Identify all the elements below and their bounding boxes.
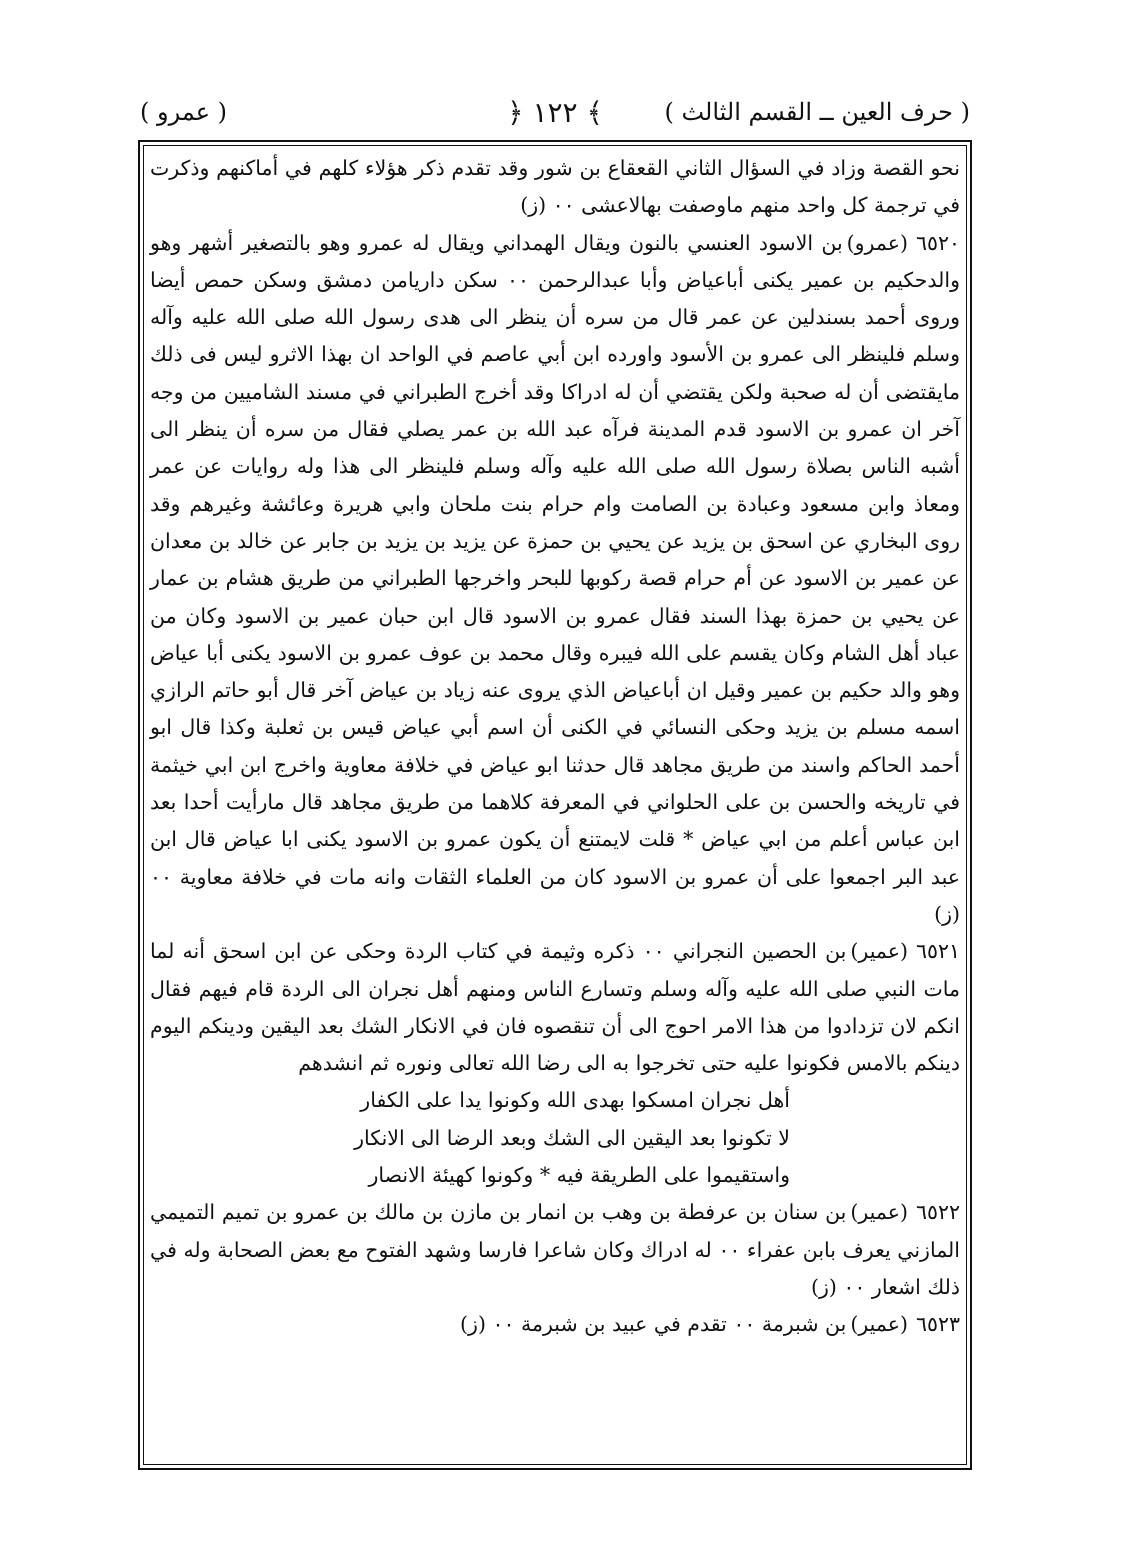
page-body [150, 150, 960, 1344]
poem-verse: واستقيموا على الطريقة فيه * وكونوا كهيئة الانصار [368, 1163, 790, 1188]
entry-name: (عمير) [850, 1312, 908, 1337]
entry-text: بن الاسود العنسي بالنون ويقال الهمداني ويقال له عمرو وهو بالتصغير أشهر وهو والدحكيم بن عمير يكنى أباعياض وأبا عبدالرحمن ٠٠ سكن داريامن دمشق وسكن حمص أيضا وروى أحمد بسندلين عن عمر قال من سره أن ينظر الى هدى رسول الله صلى الله عليه وآله وسلم فلينظر الى عمرو بن الأسود واورده ابن أبي عاصم في الواحد ان بهذا الاثرو ليس فى ذلك مايقتضى أن له صحبة ولكن يقتضي أن له ادراكا وقد أخرج الطبراني في مسند الشاميين من وجه آخر ان عمرو بن الاسود قدم المدينة فرآه عبد الله بن عمر يصلي فقال من سره أن ينظر الى أشبه الناس بصلاة رسول الله صلى الله عليه وآله وسلم فلينظر الى هذا وله روايات عن عمر ومعاذ وابن مسعود وعبادة بن الصامت وام حرام بنت ملحان وابي هريرة وعائشة وغيرهم وقد روى البخاري عن اسحق بن يزيد عن يحيي بن حمزة عن يزيد بن يزيد بن جابر عن خالد بن معدان عن عمير بن الاسود عن أم حرام قصة ركوبها للبحر واخرجها الطبراني من طريق هشام بن عمار عن يحيي بن حمزة بهذا السند فقال عمرو بن الاسود قال ابن حبان عمير بن الاسود وكان من عباد أهل الشام وكان يقسم على الله فيبره وقال محمد بن عوف عمرو بن الاسود يكنى أبا عياض وهو والد حكيم بن عمير وقيل ان أباعياض الذي يروى عنه زياد بن عياض آخر قال أبو حاتم الرازي اسمه مسلم بن يزيد وحكى النسائي في الكنى أن اسم أبي عياض قيس بن ثعلبة وكذا قال ابو أحمد الحاكم واسند من طريق مجاهد قال حدثنا ابو عياض في خلافة معاوية واخرج ابن ابي خيثمة في تاريخه والحسن بن على الحلواني في المعرفة كلاهما من طريق مجاهد قال مارأيت أحدا بعد ابن عباس أعلم من ابي عياض * قلت لايمتنع أن يكون عمرو بن الاسود يكنى ابا عياض قال ابن عبد البر اجمعوا على أن عمرو بن الاسود كان من العلماء الثقات وانه مات في خلافة معاوية ٠٠ (ز) [150, 230, 960, 926]
entry-text: بن شبرمة ٠٠ تقدم في عبيد بن شبرمة ٠٠ (ز) [460, 1312, 847, 1337]
paragraph-text: نحو القصة وزاد في السؤال الثاني القعقاع بن شور وقد تقدم ذكر هؤلاء كلهم في أماكنهم وذكرت في ترجمة كل واحد منهم ماوصفت بهالاعشى ٠٠ (ز) [150, 156, 960, 218]
entry-number: ٦٥٢٢ [915, 1200, 960, 1225]
continuation-paragraph [150, 150, 960, 225]
entry-name: (عمرو) [846, 230, 908, 255]
entry-6522 [150, 1194, 960, 1306]
poem-verse: أهل نجران امسكوا بهدى الله وكونوا يدا على الكفار [360, 1088, 790, 1113]
entry-number: ٦٥٢٣ [915, 1312, 960, 1337]
entry-text: بن الحصين النجراني ٠٠ ذكره وثيمة في كتاب الردة وحكى عن ابن اسحق أنه لما مات النبي صلى الله عليه وآله وسلم وتسارع الناس ومنهم أهل نجران الى الردة قام فيهم فقال انكم لان تزدادوا من هذا الامر احوج الى أن تنقصوه فان في الانكار الشك بعد اليقين ودينكم اليوم دينكم بالامس فكونوا عليه حتى تخرجوا به الى رضا الله تعالى ونوره ثم انشدهم [150, 939, 960, 1076]
entry-name: (عمير) [850, 1200, 908, 1225]
entry-name: (عمير) [850, 939, 908, 964]
poem-verse: لا تكونوا بعد اليقين الى الشك وبعد الرضا الى الانكار [354, 1125, 790, 1150]
entry-text: بن سنان بن عرفطة بن وهب بن انمار بن مازن بن مالك بن عمرو بن تميم التميمي المازني يعرف بابن عفراء ٠٠ له ادراك وكان شاعرا فارسا وشهد الفتوح مع بعض الصحابة وله في ذلك اشعار ٠٠ (ز) [150, 1200, 960, 1299]
entry-number: ٦٥٢١ [915, 939, 961, 964]
page-number: ﴾ ١٢٢ ﴿ [507, 96, 603, 129]
entry-number: ٦٥٢٠ [915, 230, 960, 255]
entry-6523 [150, 1306, 960, 1343]
header-section-title: ( حرف العين ــ القسم الثالث ) [664, 98, 970, 126]
entry-6520 [150, 225, 960, 934]
page-header [140, 92, 970, 132]
entry-6521 [150, 933, 960, 1082]
poem-verses [150, 1082, 960, 1194]
header-entry-name: ( عمرو ) [140, 98, 228, 126]
